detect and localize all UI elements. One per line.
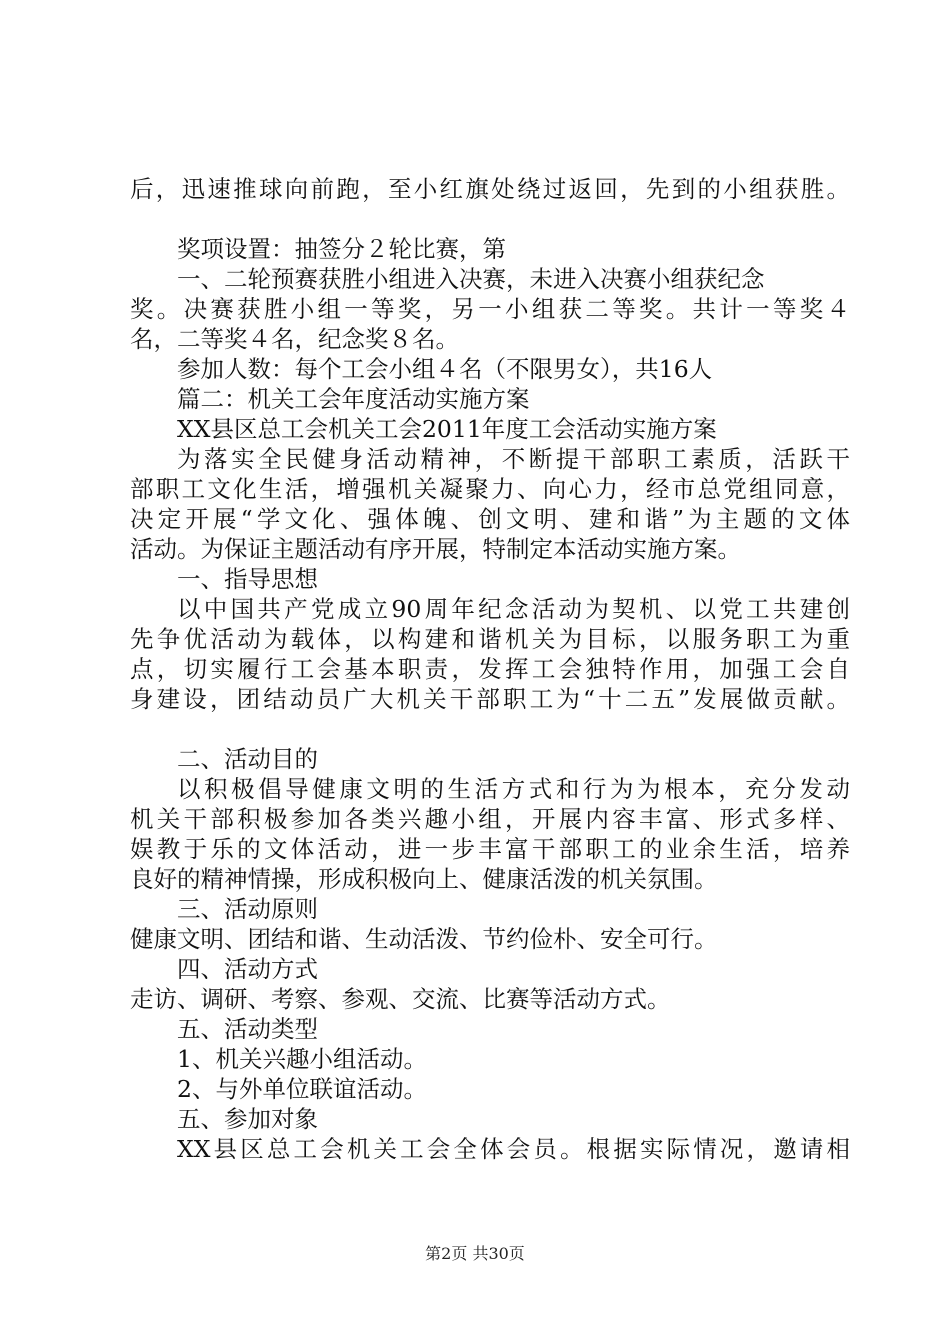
section-heading: 三、活动原则 bbox=[177, 895, 318, 923]
text-line: 奖项设置：抽签分２轮比赛，第 bbox=[177, 235, 506, 263]
text-line: 决定开展“学文化、强体魄、创文明、建和谐”为主题的文体 bbox=[130, 505, 850, 533]
document-body bbox=[130, 174, 850, 1164]
document-title: XX县区总工会机关工会2011年度工会活动实施方案 bbox=[177, 415, 717, 443]
text-line: XX县区总工会机关工会全体会员。根据实际情况，邀请相 bbox=[177, 1135, 850, 1163]
blank-line bbox=[130, 714, 850, 744]
section-heading: 五、参加对象 bbox=[177, 1105, 318, 1133]
section-heading: 二、活动目的 bbox=[177, 745, 318, 773]
blank-line bbox=[130, 204, 850, 234]
text-line: 健康文明、团结和谐、生动活泼、节约俭朴、安全可行。 bbox=[130, 925, 718, 953]
section-heading: 五、活动类型 bbox=[177, 1015, 318, 1043]
text-line: 活动。为保证主题活动有序开展，特制定本活动实施方案。 bbox=[130, 535, 741, 563]
text-line: 走访、调研、考察、参观、交流、比赛等活动方式。 bbox=[130, 985, 671, 1013]
text-line: 奖。决赛获胜小组一等奖，另一小组获二等奖。共计一等奖４ bbox=[130, 295, 850, 323]
text-line: 名，二等奖４名，纪念奖８名。 bbox=[130, 325, 459, 353]
section-heading: 篇二：机关工会年度活动实施方案 bbox=[177, 385, 530, 413]
text-line: 后，迅速推球向前跑，至小红旗处绕过返回，先到的小组获胜。 bbox=[130, 175, 850, 203]
list-item: 1、机关兴趣小组活动。 bbox=[177, 1045, 427, 1073]
text-line: 先争优活动为载体，以构建和谐机关为目标，以服务职工为重 bbox=[130, 625, 850, 653]
text-line: 机关干部积极参加各类兴趣小组，开展内容丰富、形式多样、 bbox=[130, 805, 850, 833]
text-line: 娱教于乐的文体活动，进一步丰富干部职工的业余生活，培养 bbox=[130, 835, 850, 863]
text-line: 部职工文化生活，增强机关凝聚力、向心力，经市总党组同意， bbox=[130, 475, 850, 503]
text-line: 良好的精神情操，形成积极向上、健康活泼的机关氛围。 bbox=[130, 865, 718, 893]
text-line: 为落实全民健身活动精神，不断提干部职工素质，活跃干 bbox=[177, 445, 850, 473]
section-heading: 一、指导思想 bbox=[177, 565, 318, 593]
section-heading: 四、活动方式 bbox=[177, 955, 318, 983]
text-line: 点，切实履行工会基本职责，发挥工会独特作用，加强工会自 bbox=[130, 655, 850, 683]
text-line: 参加人数：每个工会小组４名（不限男女），共16人 bbox=[177, 355, 713, 383]
text-line: 一、二轮预赛获胜小组进入决赛，未进入决赛小组获纪念 bbox=[177, 265, 765, 293]
text-line: 以中国共产党成立90周年纪念活动为契机、以党工共建创 bbox=[177, 595, 850, 623]
page-footer: 第2页 共30页 bbox=[425, 1244, 525, 1263]
text-line: 身建设，团结动员广大机关干部职工为“十二五”发展做贡献。 bbox=[130, 685, 850, 713]
text-line: 以积极倡导健康文明的生活方式和行为为根本，充分发动 bbox=[177, 775, 850, 803]
list-item: 2、与外单位联谊活动。 bbox=[177, 1075, 427, 1103]
